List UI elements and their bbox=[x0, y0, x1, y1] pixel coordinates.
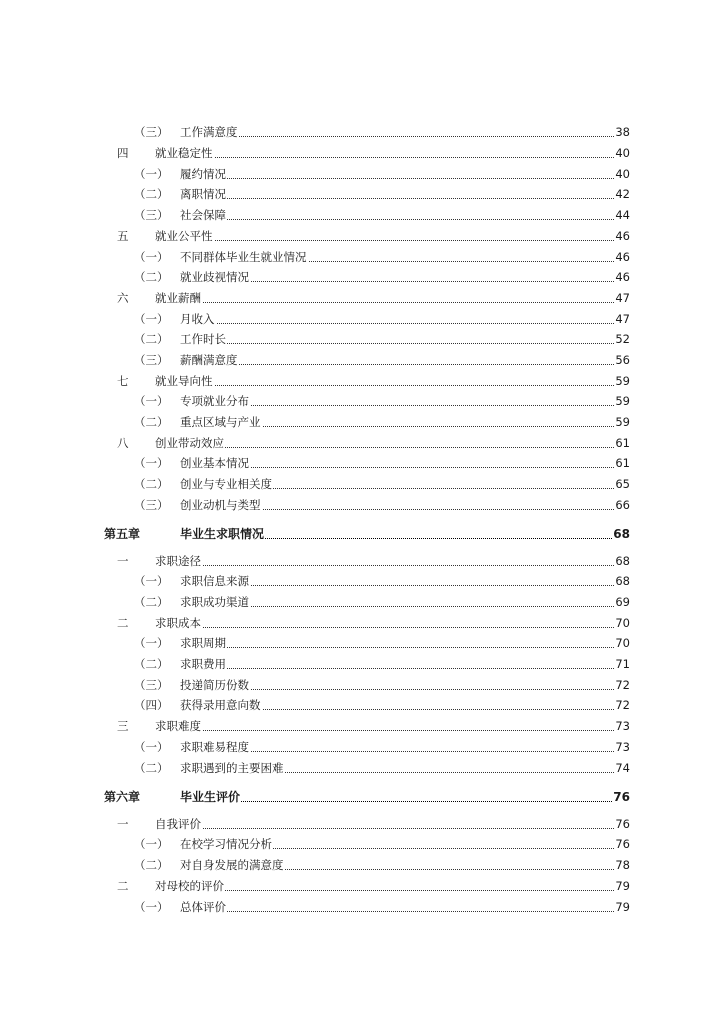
toc-chapter-entry[interactable] bbox=[0, 525, 724, 543]
toc-page-number: 59 bbox=[615, 394, 630, 408]
toc-entry-title: 就业公平性 bbox=[155, 229, 213, 243]
toc-section-entry[interactable] bbox=[0, 289, 724, 307]
toc-entry-title: 求职信息来源 bbox=[180, 574, 249, 588]
toc-entry-number: （三） bbox=[134, 678, 169, 692]
toc-page-number: 40 bbox=[615, 146, 630, 160]
toc-page-number: 61 bbox=[615, 436, 630, 450]
toc-entry-title: 创业动机与类型 bbox=[180, 498, 261, 512]
toc-subsection-entry[interactable] bbox=[0, 248, 724, 266]
toc-dot-leader bbox=[180, 323, 620, 324]
toc-entry-number: （一） bbox=[134, 167, 169, 181]
toc-dot-leader bbox=[155, 730, 620, 731]
toc-page-number: 46 bbox=[615, 229, 630, 243]
toc-page-number: 44 bbox=[615, 208, 630, 222]
toc-dot-leader bbox=[180, 911, 620, 912]
toc-page-number: 73 bbox=[615, 740, 630, 754]
toc-subsection-entry[interactable] bbox=[0, 475, 724, 493]
toc-page-number: 59 bbox=[615, 374, 630, 388]
toc-entry-title: 求职成本 bbox=[155, 616, 201, 630]
toc-page-number: 71 bbox=[615, 657, 630, 671]
toc-entry-title: 不同群体毕业生就业情况 bbox=[180, 250, 307, 264]
toc-subsection-entry[interactable] bbox=[0, 593, 724, 611]
toc-page-number: 47 bbox=[615, 312, 630, 326]
toc-page-number: 72 bbox=[615, 678, 630, 692]
toc-page-number: 42 bbox=[615, 187, 630, 201]
toc-entry-number: 六 bbox=[117, 291, 129, 305]
toc-chapter-entry[interactable] bbox=[0, 788, 724, 806]
toc-entry-title: 自我评价 bbox=[155, 817, 201, 831]
toc-entry-number: 八 bbox=[117, 436, 129, 450]
toc-dot-leader bbox=[180, 364, 620, 365]
toc-entry-title: 工作时长 bbox=[180, 332, 226, 346]
toc-entry-number: （四） bbox=[134, 698, 169, 712]
toc-dot-leader bbox=[180, 198, 620, 199]
toc-page-number: 76 bbox=[613, 790, 630, 804]
toc-entry-number: 一 bbox=[117, 554, 129, 568]
toc-entry-number: （一） bbox=[134, 250, 169, 264]
toc-entry-title: 求职周期 bbox=[180, 636, 226, 650]
toc-entry-title: 就业稳定性 bbox=[155, 146, 213, 160]
toc-subsection-entry[interactable] bbox=[0, 123, 724, 141]
toc-entry-title: 创业基本情况 bbox=[180, 456, 249, 470]
toc-entry-title: 就业歧视情况 bbox=[180, 270, 249, 284]
toc-entry-number: （一） bbox=[134, 740, 169, 754]
toc-subsection-entry[interactable] bbox=[0, 185, 724, 203]
toc-entry-title: 薪酬满意度 bbox=[180, 353, 238, 367]
toc-entry-number: 四 bbox=[117, 146, 129, 160]
toc-page-number: 76 bbox=[615, 837, 630, 851]
toc-entry-title: 毕业生评价 bbox=[180, 790, 241, 804]
toc-entry-title: 投递简历份数 bbox=[180, 678, 249, 692]
toc-entry-title: 社会保障 bbox=[180, 208, 226, 222]
toc-entry-title: 求职费用 bbox=[180, 657, 226, 671]
toc-entry-title: 离职情况 bbox=[180, 187, 226, 201]
toc-section-entry[interactable] bbox=[0, 144, 724, 162]
toc-section-entry[interactable] bbox=[0, 372, 724, 390]
toc-entry-title: 总体评价 bbox=[180, 900, 226, 914]
toc-entry-number: 五 bbox=[117, 229, 129, 243]
toc-page-number: 72 bbox=[615, 698, 630, 712]
toc-entry-number: 七 bbox=[117, 374, 129, 388]
toc-subsection-entry[interactable] bbox=[0, 676, 724, 694]
toc-entry-title: 专项就业分布 bbox=[180, 394, 249, 408]
toc-page-number: 65 bbox=[615, 477, 630, 491]
toc-page-number: 76 bbox=[615, 817, 630, 831]
toc-entry-number: （一） bbox=[134, 394, 169, 408]
toc-section-entry[interactable] bbox=[0, 434, 724, 452]
toc-subsection-entry[interactable] bbox=[0, 898, 724, 916]
toc-section-entry[interactable] bbox=[0, 227, 724, 245]
toc-entry-number: （一） bbox=[134, 837, 169, 851]
toc-entry-number: （一） bbox=[134, 900, 169, 914]
toc-dot-leader bbox=[180, 178, 620, 179]
toc-page-number: 46 bbox=[615, 270, 630, 284]
toc-entry-title: 月收入 bbox=[180, 312, 215, 326]
toc-page-number: 66 bbox=[615, 498, 630, 512]
toc-section-entry[interactable] bbox=[0, 614, 724, 632]
toc-entry-title: 对母校的评价 bbox=[155, 879, 224, 893]
toc-entry-title: 对自身发展的满意度 bbox=[180, 858, 284, 872]
toc-section-entry[interactable] bbox=[0, 717, 724, 735]
toc-dot-leader bbox=[155, 302, 620, 303]
toc-page-number: 79 bbox=[615, 879, 630, 893]
toc-dot-leader bbox=[155, 240, 620, 241]
toc-entry-number: （三） bbox=[134, 125, 169, 139]
toc-page-number: 68 bbox=[615, 574, 630, 588]
toc-entry-number: （一） bbox=[134, 312, 169, 326]
toc-entry-title: 就业导向性 bbox=[155, 374, 213, 388]
toc-entry-number: （二） bbox=[134, 477, 169, 491]
toc-entry-number: （二） bbox=[134, 270, 169, 284]
toc-entry-title: 求职难易程度 bbox=[180, 740, 249, 754]
toc-entry-number: （一） bbox=[134, 456, 169, 470]
toc-page-number: 70 bbox=[615, 616, 630, 630]
toc-entry-title: 工作满意度 bbox=[180, 125, 238, 139]
toc-entry-number: （二） bbox=[134, 415, 169, 429]
toc-subsection-entry[interactable] bbox=[0, 759, 724, 777]
toc-entry-number: 三 bbox=[117, 719, 129, 733]
toc-entry-number: （一） bbox=[134, 636, 169, 650]
toc-page-number: 69 bbox=[615, 595, 630, 609]
toc-dot-leader bbox=[155, 157, 620, 158]
toc-page-number: 46 bbox=[615, 250, 630, 264]
toc-dot-leader bbox=[180, 343, 620, 344]
toc-dot-leader bbox=[180, 801, 620, 802]
toc-entry-title: 求职成功渠道 bbox=[180, 595, 249, 609]
toc-subsection-entry[interactable] bbox=[0, 268, 724, 286]
toc-entry-number: （二） bbox=[134, 187, 169, 201]
toc-subsection-entry[interactable] bbox=[0, 835, 724, 853]
toc-entry-number: （一） bbox=[134, 574, 169, 588]
toc-page-number: 79 bbox=[615, 900, 630, 914]
toc-entry-number: 二 bbox=[117, 879, 129, 893]
toc-page-number: 38 bbox=[615, 125, 630, 139]
toc-entry-title: 重点区域与产业 bbox=[180, 415, 261, 429]
toc-entry-number: （二） bbox=[134, 858, 169, 872]
toc-entry-number: 第五章 bbox=[104, 527, 141, 541]
toc-subsection-entry[interactable] bbox=[0, 206, 724, 224]
toc-section-entry[interactable] bbox=[0, 815, 724, 833]
toc-subsection-entry[interactable] bbox=[0, 496, 724, 514]
toc-page-number: 61 bbox=[615, 456, 630, 470]
toc-subsection-entry[interactable] bbox=[0, 572, 724, 590]
toc-subsection-entry[interactable] bbox=[0, 634, 724, 652]
toc-subsection-entry[interactable] bbox=[0, 330, 724, 348]
toc-page-number: 78 bbox=[615, 858, 630, 872]
toc-section-entry[interactable] bbox=[0, 877, 724, 895]
toc-entry-title: 求职遇到的主要困难 bbox=[180, 761, 284, 775]
toc-entry-title: 创业带动效应 bbox=[155, 436, 224, 450]
toc-entry-number: （二） bbox=[134, 595, 169, 609]
toc-page-number: 74 bbox=[615, 761, 630, 775]
toc-entry-title: 在校学习情况分析 bbox=[180, 837, 272, 851]
toc-page-number: 59 bbox=[615, 415, 630, 429]
toc-subsection-entry[interactable] bbox=[0, 454, 724, 472]
toc-dot-leader bbox=[180, 647, 620, 648]
toc-dot-leader bbox=[155, 385, 620, 386]
toc-subsection-entry[interactable] bbox=[0, 392, 724, 410]
toc-dot-leader bbox=[155, 627, 620, 628]
toc-entry-number: 第六章 bbox=[104, 790, 141, 804]
toc-entry-title: 求职难度 bbox=[155, 719, 201, 733]
toc-page-number: 47 bbox=[615, 291, 630, 305]
toc-dot-leader bbox=[180, 668, 620, 669]
toc-entry-number: （二） bbox=[134, 332, 169, 346]
toc-page-number: 73 bbox=[615, 719, 630, 733]
toc-entry-title: 履约情况 bbox=[180, 167, 226, 181]
toc-subsection-entry[interactable] bbox=[0, 413, 724, 431]
toc-subsection-entry[interactable] bbox=[0, 165, 724, 183]
toc-page-number: 70 bbox=[615, 636, 630, 650]
toc-entry-number: （三） bbox=[134, 353, 169, 367]
toc-entry-number: （二） bbox=[134, 657, 169, 671]
toc-page-number: 68 bbox=[613, 527, 630, 541]
toc-subsection-entry[interactable] bbox=[0, 856, 724, 874]
toc-entry-number: 二 bbox=[117, 616, 129, 630]
toc-entry-number: 一 bbox=[117, 817, 129, 831]
toc-entry-title: 获得录用意向数 bbox=[180, 698, 261, 712]
toc-entry-number: （三） bbox=[134, 208, 169, 222]
toc-subsection-entry[interactable] bbox=[0, 738, 724, 756]
toc-entry-number: （三） bbox=[134, 498, 169, 512]
toc-page-number: 56 bbox=[615, 353, 630, 367]
toc-page-number: 68 bbox=[615, 554, 630, 568]
toc-subsection-entry[interactable] bbox=[0, 351, 724, 369]
toc-dot-leader bbox=[180, 219, 620, 220]
toc-dot-leader bbox=[155, 565, 620, 566]
toc-dot-leader bbox=[155, 828, 620, 829]
toc-entry-title: 就业薪酬 bbox=[155, 291, 201, 305]
toc-entry-title: 创业与专业相关度 bbox=[180, 477, 272, 491]
toc-page-number: 52 bbox=[615, 332, 630, 346]
toc-entry-number: （二） bbox=[134, 761, 169, 775]
toc-subsection-entry[interactable] bbox=[0, 696, 724, 714]
toc-page-number: 40 bbox=[615, 167, 630, 181]
toc-subsection-entry[interactable] bbox=[0, 655, 724, 673]
toc-entry-title: 求职途径 bbox=[155, 554, 201, 568]
toc-dot-leader bbox=[180, 136, 620, 137]
toc-subsection-entry[interactable] bbox=[0, 310, 724, 328]
toc-entry-title: 毕业生求职情况 bbox=[180, 527, 265, 541]
toc-section-entry[interactable] bbox=[0, 552, 724, 570]
